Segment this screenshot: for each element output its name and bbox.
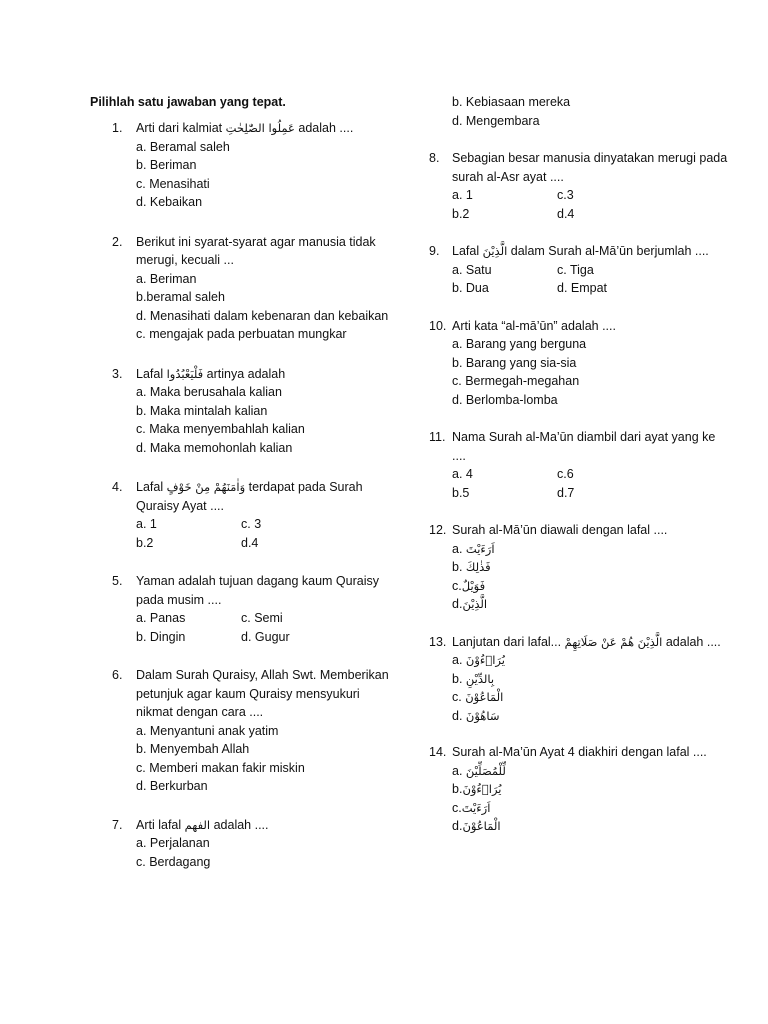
- arabic-text: الَّذِيْنَ هُمْ عَنْ صَلَاتِهِمْ: [564, 634, 663, 649]
- answer-option[interactable]: d. Mengembara: [452, 113, 540, 128]
- right-question-list: [429, 93, 729, 836]
- answer-option[interactable]: b. Dingin: [136, 629, 186, 644]
- question-text: Surah al-Ma’ūn Ayat 4 diakhiri dengan lafal ....: [452, 745, 707, 759]
- answer-row: [452, 465, 729, 484]
- answer-option[interactable]: a. Beriman: [136, 271, 197, 286]
- answer-option[interactable]: c. mengajak pada perbuatan mungkar: [136, 327, 347, 341]
- question-number: 2.: [112, 234, 123, 249]
- question-number: 10.: [429, 318, 447, 333]
- question: [429, 317, 729, 410]
- answer-option[interactable]: a. Satu: [452, 262, 492, 277]
- answer-option[interactable]: d.7: [557, 485, 575, 500]
- question-body: [90, 666, 390, 796]
- answer-option[interactable]: c. Berdagang: [136, 854, 211, 869]
- spacer: [90, 796, 390, 816]
- answer-row: [452, 484, 729, 503]
- answer-option[interactable]: b. Maka mintalah kalian: [136, 403, 268, 418]
- answer-row: [452, 205, 729, 224]
- arabic-text: وَاٰمَنَهُمْ مِنْ خَوْفٍ: [166, 480, 246, 494]
- answer-option[interactable]: b. Menyembah Allah: [136, 742, 250, 756]
- answer-option[interactable]: c.3: [557, 188, 574, 202]
- answer-option[interactable]: c. Memberi makan fakir miskin: [136, 760, 305, 775]
- answer-option[interactable]: b. Kebiasaan mereka: [452, 95, 571, 109]
- question: [90, 816, 390, 872]
- arabic-text: بِالدِّيْنِ: [465, 671, 495, 686]
- spacer: [90, 646, 390, 666]
- answer-row: [136, 628, 390, 647]
- question-number: 7.: [112, 817, 123, 832]
- question-text: Surah al-Mā’ūn diawali dengan lafal ....: [452, 523, 668, 537]
- question-text: Dalam Surah Quraisy, Allah Swt. Memberikan petunjuk agar kaum Quraisy mensyukuri nikmat dengan cara ....: [136, 668, 389, 719]
- question-body: [90, 478, 390, 552]
- answer-option[interactable]: d. Empat: [557, 281, 608, 295]
- question-text: Lafal وَاٰمَنَهُمْ مِنْ خَوْفٍ terdapat pada Surah Quraisy Ayat ....: [136, 480, 363, 513]
- question-text: Lanjutan dari lafal... الَّذِيْنَ هُمْ عَنْ صَلَاتِهِمْ adalah ....: [452, 634, 721, 649]
- answer-option[interactable]: a. اَرَءَيْتَ: [452, 541, 495, 556]
- question: [90, 478, 390, 552]
- question-body: [429, 743, 729, 836]
- question-number: 3.: [112, 366, 123, 381]
- answer-option[interactable]: c.اَرَءَيْتَ: [452, 800, 491, 815]
- question: [429, 428, 729, 502]
- question-body: [90, 816, 390, 872]
- question-body: [90, 233, 390, 344]
- answer-option[interactable]: a. Barang yang berguna: [452, 337, 587, 351]
- answer-option[interactable]: d.4: [241, 535, 259, 550]
- answer-option[interactable]: c. 3: [241, 517, 262, 531]
- answer-option[interactable]: d.الْمَاعُوْنَ: [452, 819, 501, 833]
- spacer: [429, 502, 729, 521]
- answer-option[interactable]: b.يُرَاۤءُوْنَ: [452, 782, 502, 796]
- question: [429, 93, 729, 130]
- answer-row: [452, 279, 729, 298]
- answer-option[interactable]: d. Berkurban: [136, 779, 208, 793]
- answer-option[interactable]: b. Barang yang sia-sia: [452, 355, 577, 370]
- spacer: [429, 130, 729, 149]
- arabic-text: الَّذِيْنَ: [482, 244, 508, 258]
- arabic-text: اَرَءَيْتَ: [461, 800, 491, 815]
- question: [429, 743, 729, 836]
- answer-option[interactable]: a. Perjalanan: [136, 836, 210, 850]
- question-text: Nama Surah al-Ma’ūn diambil dari ayat yang ke ....: [452, 430, 716, 463]
- answer-option[interactable]: d. Kebaikan: [136, 195, 203, 209]
- question: [429, 633, 729, 726]
- answer-option[interactable]: a. Maka berusahala kalian: [136, 385, 282, 399]
- answer-option[interactable]: a. Menyantuni anak yatim: [136, 723, 279, 738]
- arabic-text: الْمَاعُوْنَ: [465, 690, 504, 704]
- answer-option[interactable]: c.6: [557, 467, 574, 481]
- answer-option[interactable]: c. Tiga: [557, 262, 594, 277]
- question: [90, 365, 390, 458]
- spacer: [90, 344, 390, 365]
- answer-option[interactable]: a. 1: [452, 188, 473, 202]
- question-body: [429, 633, 729, 726]
- answer-option[interactable]: c. Menasihati: [136, 176, 210, 191]
- answer-option[interactable]: d. Maka memohonlah kalian: [136, 440, 293, 455]
- answer-option[interactable]: b.beramal saleh: [136, 290, 225, 304]
- answer-option[interactable]: d. Gugur: [241, 629, 290, 644]
- spacer: [429, 725, 729, 743]
- answer-option[interactable]: c. Semi: [241, 611, 283, 625]
- question: [90, 233, 390, 344]
- answer-option[interactable]: c. الْمَاعُوْنَ: [452, 690, 504, 704]
- question: [429, 521, 729, 614]
- answer-option[interactable]: c. Bermegah-megahan: [452, 374, 580, 388]
- arabic-text: فَوَيْلٌ: [461, 578, 486, 593]
- arabic-text: الَّذِيْنَ: [462, 597, 488, 611]
- arabic-text: يُرَاۤءُوْنَ: [465, 653, 505, 667]
- question-number: 5.: [112, 574, 123, 588]
- question-body: [429, 242, 729, 298]
- question-body: [429, 317, 729, 410]
- answer-option[interactable]: b.2: [452, 206, 470, 221]
- question-body: [429, 149, 729, 223]
- question: [90, 666, 390, 796]
- question-number: 13.: [429, 634, 447, 649]
- answer-option[interactable]: b.5: [452, 485, 470, 500]
- question-text: Arti kata “al-mā’ūn” adalah ....: [452, 318, 616, 333]
- spacer: [429, 614, 729, 633]
- arabic-text: يُرَاۤءُوْنَ: [462, 782, 502, 796]
- answer-option[interactable]: c.فَوَيْلٌ: [452, 578, 486, 593]
- answer-option[interactable]: b. فَذٰلِكَ: [452, 560, 491, 574]
- question-number: 6.: [112, 668, 123, 682]
- question-number: 12.: [429, 523, 447, 537]
- answer-option[interactable]: b. Dua: [452, 281, 489, 295]
- question-number: 9.: [429, 244, 440, 258]
- answer-option[interactable]: d.4: [557, 206, 575, 221]
- answer-option[interactable]: d. Menasihati dalam kebenaran dan kebaikan: [136, 308, 389, 323]
- right-column: [429, 93, 729, 836]
- answer-row: [136, 515, 390, 534]
- spacer: [90, 552, 390, 572]
- answer-option[interactable]: b. بِالدِّيْنِ: [452, 671, 495, 686]
- arabic-text: الفهم: [184, 817, 211, 832]
- question: [90, 572, 390, 646]
- question: [429, 149, 729, 223]
- left-question-list: [90, 119, 390, 871]
- arabic-text: سَاهُوْنَ: [465, 708, 500, 723]
- question-text: Lafal الَّذِيْنَ dalam Surah al-Mā’ūn berjumlah ....: [452, 244, 709, 258]
- question-number: 8.: [429, 151, 440, 165]
- answer-option[interactable]: b. Beriman: [136, 158, 197, 172]
- answer-option[interactable]: c. Maka menyembahlah kalian: [136, 422, 305, 436]
- spacer: [90, 212, 390, 233]
- arabic-text: عَمِلُوا الصّٰلِحٰتِ: [225, 121, 295, 135]
- question-body: [90, 365, 390, 458]
- arabic-text: اَرَءَيْتَ: [465, 541, 495, 556]
- answer-row: [452, 261, 729, 280]
- question-body: [429, 93, 729, 130]
- answer-row: [136, 534, 390, 553]
- answer-option[interactable]: a. Beramal saleh: [136, 139, 230, 154]
- arabic-text: لِّلْمُصَلِّيْنَ: [465, 763, 506, 778]
- answer-option[interactable]: a. 1: [136, 517, 157, 531]
- question-text: Arti lafal الفهم adalah ....: [136, 817, 269, 832]
- instructions-heading: Pilihlah satu jawaban yang tepat.: [90, 95, 286, 109]
- question: [90, 119, 390, 212]
- left-column: [90, 93, 390, 871]
- answer-option[interactable]: a. Panas: [136, 611, 186, 625]
- answer-option[interactable]: d. Berlomba-lomba: [452, 392, 558, 407]
- arabic-text: الْمَاعُوْنَ: [462, 819, 501, 833]
- question-text: Yaman adalah tujuan dagang kaum Quraisy pada musim ....: [136, 574, 379, 607]
- arabic-text: فَلْيَعْبُدُوا: [166, 366, 204, 381]
- question: [429, 242, 729, 298]
- question-text: Lafal فَلْيَعْبُدُوا artinya adalah: [136, 366, 286, 381]
- answer-option[interactable]: a. 4: [452, 467, 473, 481]
- question-body: [90, 572, 390, 646]
- spacer: [429, 223, 729, 242]
- arabic-text: فَذٰلِكَ: [465, 560, 491, 574]
- spacer: [429, 409, 729, 428]
- spacer: [429, 298, 729, 317]
- spacer: [90, 457, 390, 478]
- answer-row: [452, 186, 729, 205]
- question-text: Arti dari kalmiat عَمِلُوا الصّٰلِحٰتِ adalah ....: [136, 121, 354, 135]
- question-number: 1.: [112, 121, 123, 135]
- question-number: 4.: [112, 480, 123, 494]
- answer-option[interactable]: a. لِّلْمُصَلِّيْنَ: [452, 763, 506, 778]
- answer-option[interactable]: a. يُرَاۤءُوْنَ: [452, 653, 505, 667]
- question-text: Sebagian besar manusia dinyatakan merugi pada surah al-Asr ayat ....: [452, 151, 728, 184]
- question-body: [90, 119, 390, 212]
- answer-option[interactable]: d.الَّذِيْنَ: [452, 597, 488, 611]
- answer-option[interactable]: d. سَاهُوْنَ: [452, 708, 500, 723]
- question-body: [429, 521, 729, 614]
- answer-row: [136, 609, 390, 628]
- question-body: [429, 428, 729, 502]
- question-number: 11.: [429, 430, 446, 444]
- answer-option[interactable]: b.2: [136, 535, 154, 550]
- question-text: Berikut ini syarat-syarat agar manusia tidak merugi, kecuali ...: [136, 234, 376, 267]
- question-number: 14.: [429, 745, 447, 759]
